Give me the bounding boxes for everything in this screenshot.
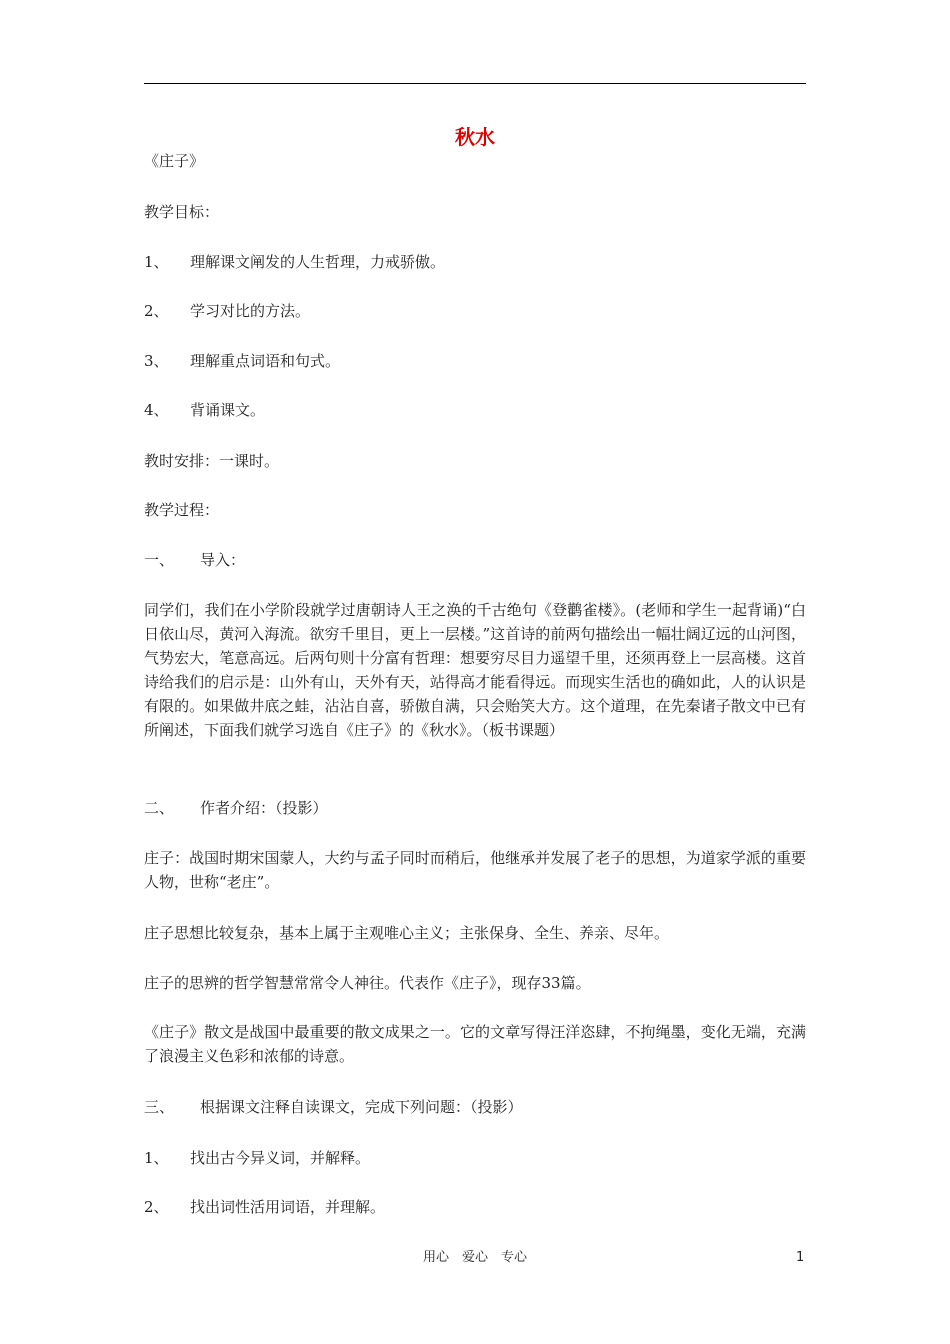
- goal-number: 2、: [144, 302, 169, 320]
- task-text: 找出古今异义词，并解释。: [190, 1149, 371, 1167]
- goal-item: [144, 252, 445, 272]
- schedule-line: 教时安排：一课时。: [144, 452, 280, 470]
- section-number: 三、: [144, 1098, 175, 1116]
- section-title: 作者介绍：（投影）: [200, 799, 328, 817]
- goal-text: 学习对比的方法。: [190, 302, 311, 320]
- goal-item: [144, 351, 340, 371]
- task-number: 2、: [144, 1198, 169, 1216]
- goals-heading: 教学目标：: [144, 203, 220, 221]
- header-rule: [144, 83, 806, 84]
- task-number: 1、: [144, 1149, 169, 1167]
- author-paragraph: 庄子的思辨的哲学智慧常常令人神往。代表作《庄子》，现存33篇。: [144, 974, 591, 992]
- goal-item: [144, 301, 310, 321]
- goal-item: [144, 400, 265, 420]
- section-heading: [144, 550, 245, 570]
- goal-number: 3、: [144, 352, 169, 370]
- page-number: 1: [796, 1250, 805, 1265]
- author-paragraph: 《庄子》散文是战国中最重要的散文成果之一。它的文章写得汪洋恣肆，不拘绳墨，变化无端，充满了浪漫主义色彩和浓郁的诗意。: [144, 1023, 806, 1065]
- section-heading: [144, 1097, 523, 1117]
- task-text: 找出词性活用词语，并理解。: [190, 1198, 386, 1216]
- author-paragraph: 庄子：战国时期宋国蒙人，大约与孟子同时而稍后，他继承并发展了老子的思想，为道家学派的重要人物，世称“老庄”。: [144, 849, 806, 891]
- goal-text: 理解重点词语和句式。: [190, 352, 341, 370]
- goal-text: 背诵课文。: [190, 401, 266, 419]
- goal-number: 1、: [144, 253, 169, 271]
- section-number: 一、: [144, 551, 175, 569]
- page-footer: 用心 爱心 专心: [422, 1250, 527, 1265]
- task-item: [144, 1148, 370, 1168]
- task-item: [144, 1197, 385, 1217]
- goal-number: 4、: [144, 401, 169, 419]
- section-heading: [144, 798, 328, 818]
- source-line: 《庄子》: [144, 152, 205, 170]
- section-title: 根据课文注释自读课文，完成下列问题：（投影）: [200, 1098, 523, 1116]
- document-title: 秋水: [455, 125, 495, 149]
- section-title: 导入：: [200, 551, 246, 569]
- section-number: 二、: [144, 799, 175, 817]
- process-heading: 教学过程：: [144, 501, 220, 519]
- goal-text: 理解课文阐发的人生哲理，力戒骄傲。: [190, 253, 446, 271]
- author-paragraph: 庄子思想比较复杂，基本上属于主观唯心主义；主张保身、全生、养亲、尽年。: [144, 924, 670, 942]
- intro-paragraph: 同学们，我们在小学阶段就学过唐朝诗人王之涣的千古绝句《登鹳雀楼》。(老师和学生一起背诵)“白日依山尽，黄河入海流。欲穷千里目，更上一层楼。”这首诗的前两句描绘出一幅壮阔辽远的山河图，气势宏大，笔意高远。后两句则十分富有哲理：想要穷尽目力遥望千里，还须再登上一层高楼。这首诗给我们的启示是：山外有山，天外有天，站得高才能看得远。而现实生活也的确如此，人的认识是有限的。如果做井底之蛙，沾沾自喜，骄傲自满，只会贻笑大方。这个道理，在先秦诸子散文中已有所阐述，下面我们就学习选自《庄子》的《秋水》。（板书课题）: [144, 601, 806, 739]
